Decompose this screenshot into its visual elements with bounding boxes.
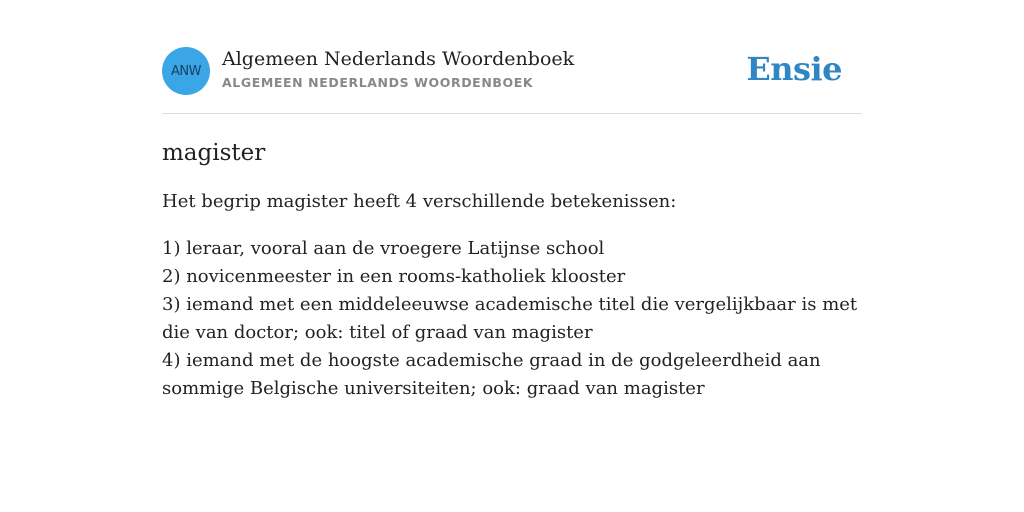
definition-item: 4) iemand met de hoogste academische graad in de godgeleerdheid aan sommige Belgische universiteiten; ook: graad van magister [162,350,821,399]
source-header [162,46,862,114]
logo-text: ANW [171,63,201,79]
ensie-brand-logo[interactable]: Ensie [746,50,842,88]
definition-intro: Het begrip magister heeft 4 verschillende betekenissen: [162,191,677,212]
anw-logo[interactable] [162,47,210,95]
definition-item: 3) iemand met een middeleeuwse academische titel die vergelijkbaar is met die van doctor; ook: titel of graad van magister [162,294,858,343]
headword: magister [162,140,266,166]
definition-item: 1) leraar, vooral aan de vroegere Latijnse school [162,238,605,259]
definition-list [162,235,862,403]
source-title[interactable]: Algemeen Nederlands Woordenboek [222,48,575,70]
entry-card [162,46,862,403]
source-subtitle: ALGEMEEN NEDERLANDS WOORDENBOEK [222,75,534,90]
definition-item: 2) novicenmeester in een rooms-katholiek klooster [162,266,626,287]
